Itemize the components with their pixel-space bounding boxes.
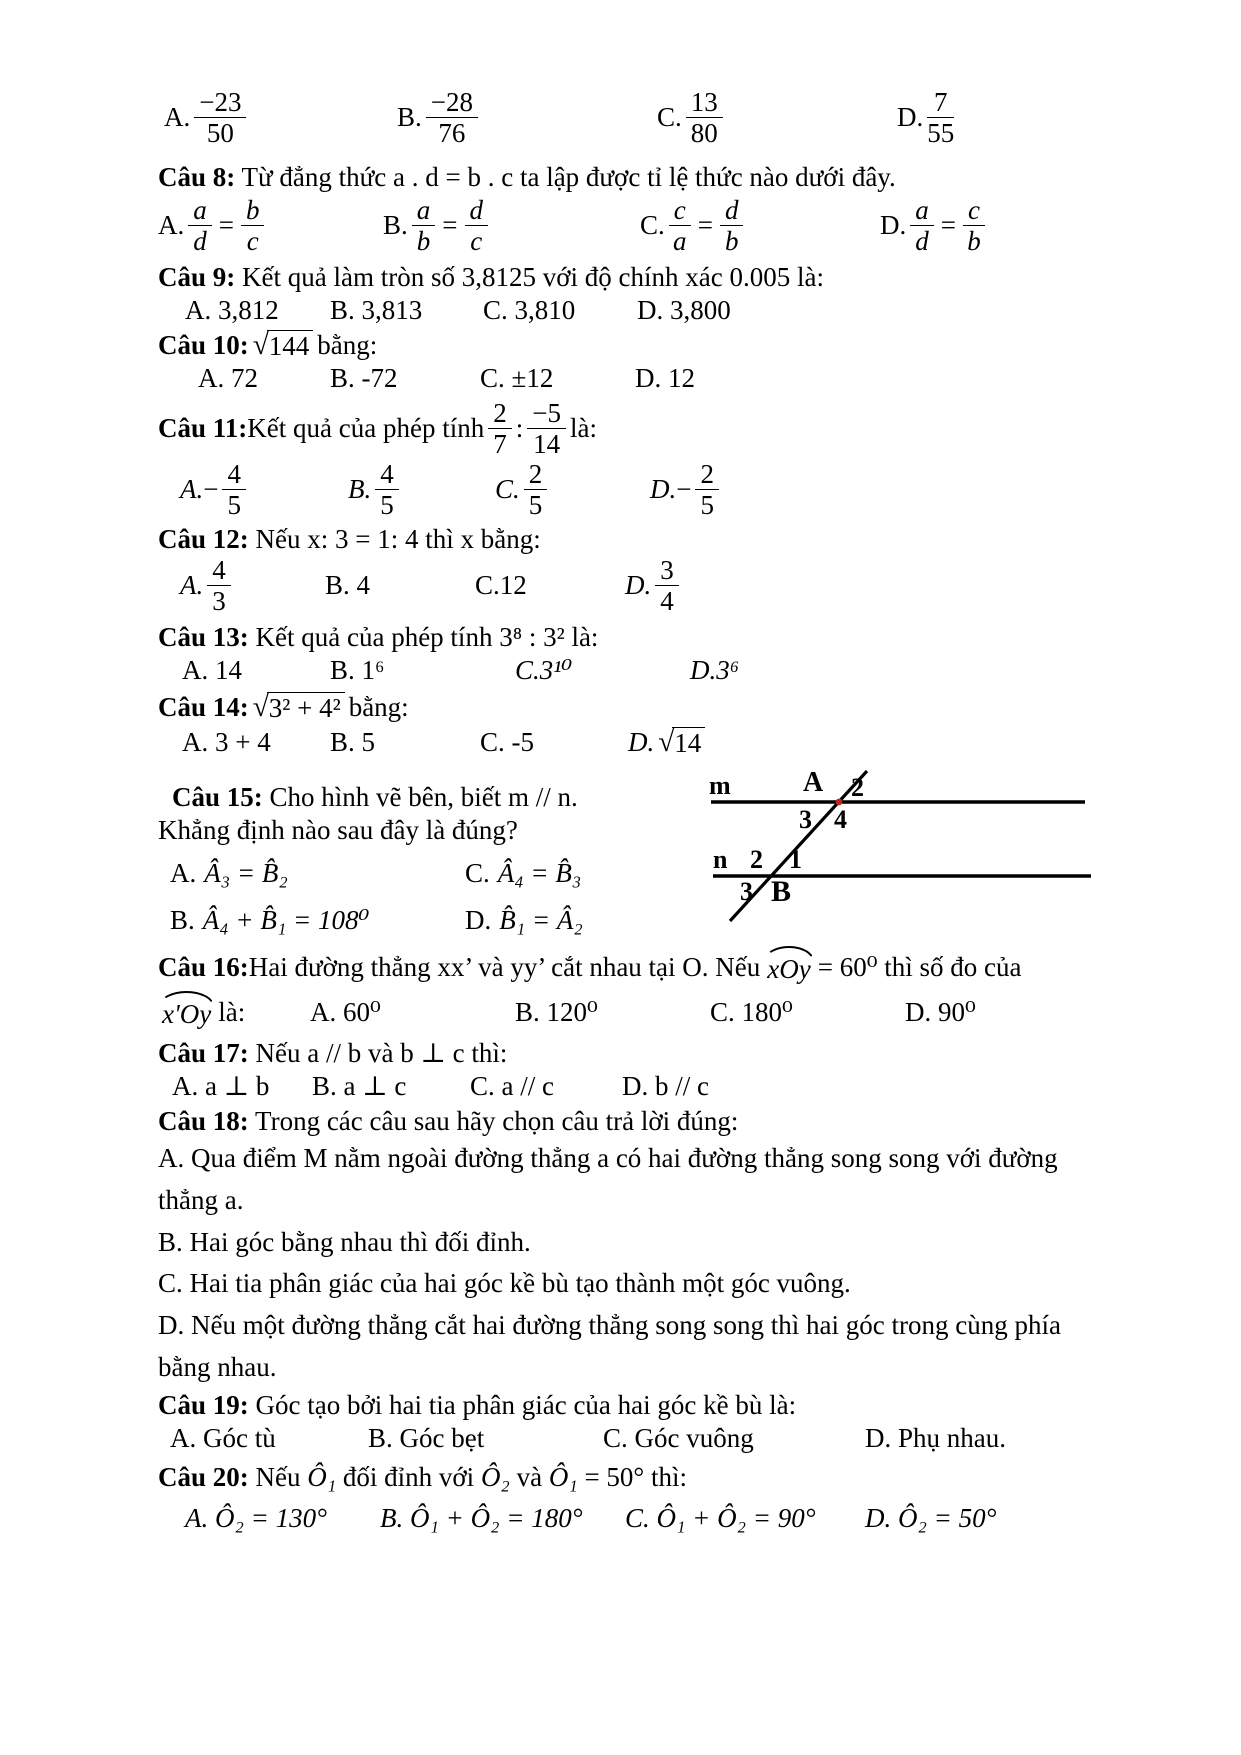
answer-option: B. 120⁰: [515, 997, 598, 1028]
answer-value: Â₄ = B̂₃: [497, 858, 582, 889]
fraction-denominator: d: [915, 226, 929, 257]
fraction-numerator: 4: [222, 460, 246, 490]
answer-option: [650, 460, 723, 519]
answer-option: B. Góc bẹt: [368, 1422, 485, 1453]
fraction: [910, 196, 934, 255]
answer-option: A. 60⁰: [310, 997, 381, 1028]
square-root: [253, 330, 314, 362]
answer-label: D.: [880, 210, 907, 241]
question-15-text: [158, 769, 703, 937]
answer-option: A. 14: [182, 655, 242, 686]
answer-option: [348, 460, 495, 519]
equals-sign: =: [940, 210, 956, 241]
answer-option: A. 3,812: [185, 295, 279, 326]
question-text: Từ đẳng thức a . d = b . c ta lập được tỉ lệ thức nào dưới đây.: [235, 162, 896, 193]
question-number: Câu 14:: [158, 692, 249, 723]
fraction-numerator: a: [412, 196, 436, 226]
question-18-options: [158, 1138, 1093, 1389]
fraction-denominator: 80: [690, 118, 718, 149]
answer-option: [657, 88, 897, 147]
question-text: Nếu: [248, 1461, 308, 1492]
answer-option: C. ±12: [480, 363, 554, 394]
answer-label: C.: [465, 858, 490, 889]
question-10-header: [158, 329, 1183, 362]
fraction-denominator: a: [673, 226, 687, 257]
fraction-denominator: 3: [212, 586, 226, 617]
fraction-numerator: 13: [686, 88, 723, 118]
question-19-answers: [158, 1422, 1183, 1455]
fraction-numerator: a: [910, 196, 934, 226]
division-sign: :: [515, 413, 524, 444]
fraction-numerator: 7: [927, 88, 954, 118]
answer-label: D.: [625, 570, 652, 601]
answer-option: C. Góc vuông: [603, 1422, 754, 1453]
answer-label: C.: [640, 210, 665, 241]
answer-option: [170, 857, 465, 890]
answer-option: [383, 196, 640, 255]
label-angle-A3: 3: [799, 805, 812, 835]
fraction: [465, 196, 489, 255]
answer-option: C. Ô₁ + Ô₂ = 90°: [625, 1502, 816, 1533]
answer-value: B̂₁ = Â₂: [499, 904, 583, 935]
answer-option: A. Góc tù: [170, 1422, 276, 1453]
question-number: Câu 17:: [158, 1038, 249, 1069]
fraction: [488, 399, 512, 458]
fraction-denominator: 5: [528, 490, 543, 521]
answer-value: Â₄ + B̂₁ = 108⁰: [202, 904, 370, 935]
question-15-answers: [158, 857, 703, 937]
fraction: [655, 556, 679, 615]
fraction-denominator: b: [416, 226, 431, 257]
answer-option: [897, 88, 958, 147]
fraction-denominator: 76: [438, 118, 466, 149]
fraction: [241, 196, 265, 255]
angle-xpOy-symbol: x'Oy: [158, 994, 215, 1031]
answer-label: A.: [170, 858, 197, 889]
answer-option: C. 3,810: [483, 295, 576, 326]
square-root: [253, 692, 345, 724]
fraction: [375, 460, 399, 519]
fraction-denominator: 5: [700, 490, 714, 521]
question-number: Câu 8:: [158, 162, 236, 193]
answer-value: Â₃ = B̂₂: [204, 858, 288, 889]
question-text: và: [509, 1461, 549, 1492]
answer-option: A. Qua điểm M nằm ngoài đường thẳng a có hai đường thẳng song song với đường thẳng a.: [158, 1142, 1058, 1215]
question-text: Trong các câu sau hãy chọn câu trả lời đúng:: [248, 1105, 739, 1136]
question-16-header: [158, 949, 1183, 986]
fraction-denominator: c: [470, 226, 483, 257]
answer-option: [397, 88, 657, 147]
question-text: Nếu x: 3 = 1: 4 thì x bằng:: [248, 524, 541, 555]
radical-sign: √: [252, 329, 269, 362]
question-text: Kết quả của phép tính: [247, 413, 485, 444]
fraction: [426, 88, 478, 147]
question-14-header: [158, 691, 1183, 724]
fraction: [686, 88, 723, 147]
fraction: [222, 460, 246, 519]
answer-option: D. Phụ nhau.: [865, 1422, 1006, 1453]
radicand: 3² + 4²: [267, 692, 345, 724]
question-number: Câu 20:: [158, 1461, 249, 1492]
question-13-answers: [158, 654, 1183, 687]
label-line-m: m: [709, 771, 731, 801]
answer-label: A.: [164, 102, 191, 133]
fraction-numerator: d: [720, 196, 744, 226]
question-13-header: [158, 621, 1183, 654]
answer-label: A.: [180, 474, 204, 505]
fraction: [669, 196, 691, 255]
question-number: Câu 15:: [172, 782, 263, 813]
answer-option: D. 12: [635, 363, 695, 394]
fraction-numerator: 2: [524, 460, 548, 490]
fraction-numerator: −28: [426, 88, 478, 118]
label-angle-A4: 4: [834, 805, 847, 835]
question-text: đối đỉnh với: [336, 1461, 481, 1492]
question-text: Kết quả làm tròn số 3,8125 với độ chính xác 0.005 là:: [235, 262, 824, 293]
fraction-denominator: 50: [206, 118, 234, 149]
answer-option: [495, 460, 650, 519]
answer-option: C. Hai tia phân giác của hai góc kề bù tạo thành một góc vuông.: [158, 1268, 851, 1299]
question-number: Câu 16:: [158, 952, 249, 983]
question-number: Câu 10:: [158, 330, 249, 361]
question-text: Góc tạo bởi hai tia phân giác của hai góc kề bù là:: [248, 1389, 797, 1420]
question-11-answers: [158, 460, 1183, 519]
answer-label: C.: [495, 474, 520, 505]
fraction: [927, 88, 954, 147]
fraction-numerator: −5: [527, 399, 566, 429]
answer-option: [170, 904, 465, 937]
fraction-numerator: a: [188, 196, 212, 226]
answer-option: B. Hai góc bằng nhau thì đối đỉnh.: [158, 1226, 531, 1257]
question-text: Hai đường thẳng xx’ và yy’ cắt nhau tại O. Nếu: [248, 952, 761, 983]
question-text: Nếu a // b và b ⊥ c thì:: [248, 1038, 508, 1069]
answer-option: [640, 196, 880, 255]
answer-option: [164, 88, 397, 147]
question-17-answers: [158, 1070, 1183, 1103]
question-text-line2: Khẳng định nào sau đây là đúng?: [158, 815, 518, 846]
question-text: bằng:: [348, 692, 409, 723]
question-17-header: [158, 1037, 1183, 1070]
fraction-numerator: 2: [695, 460, 719, 490]
question-number: Câu 9:: [158, 262, 236, 293]
answer-label: D.: [897, 102, 924, 133]
fraction: [207, 556, 231, 615]
answer-option: C.3¹⁰: [515, 655, 573, 686]
angle-xpOy: [158, 994, 310, 1031]
question-text: là:: [569, 413, 597, 444]
question-11-header: [158, 399, 1183, 458]
label-line-n: n: [713, 845, 728, 875]
question-text: Kết quả của phép tính 3⁸ : 3² là:: [248, 622, 599, 653]
answer-option: B. 4: [325, 570, 371, 601]
answer-label: D.: [650, 474, 677, 505]
answer-label: B.: [348, 474, 372, 505]
question-7-answers: [158, 88, 1183, 147]
fraction: [194, 88, 246, 147]
question-20-header: [158, 1461, 1183, 1494]
answer-option: A. a ⊥ b: [172, 1070, 270, 1101]
answer-label: C.: [657, 102, 682, 133]
fraction-denominator: c: [246, 226, 259, 257]
radical-sign: √: [658, 725, 675, 758]
fraction-denominator: 7: [493, 429, 507, 460]
question-number: Câu 11:: [158, 413, 248, 444]
answer-option: C. a // c: [470, 1070, 554, 1101]
fraction-denominator: 55: [927, 118, 955, 149]
answer-label: D.: [465, 904, 492, 935]
answer-option: [180, 460, 348, 519]
answer-option: [465, 857, 703, 890]
question-15: [158, 769, 1183, 937]
question-14-answers: [158, 726, 1183, 759]
radicand: 14: [672, 727, 705, 759]
answer-option: [880, 196, 989, 255]
fraction-denominator: b: [724, 226, 739, 257]
angle-O1: Ô₁: [548, 1461, 578, 1492]
question-19-header: [158, 1389, 1183, 1422]
fraction: [695, 460, 719, 519]
label-angle-B2: 2: [750, 845, 763, 875]
equals-sign: =: [442, 210, 458, 241]
fraction-denominator: 14: [533, 429, 561, 460]
answer-option: B. -72: [330, 363, 398, 394]
fraction-numerator: c: [669, 196, 691, 226]
question-10-answers: [158, 362, 1183, 395]
question-15-header: [158, 781, 703, 814]
fraction-denominator: 4: [660, 586, 674, 617]
angle-O2: Ô₂: [480, 1461, 510, 1492]
answer-option: A. 72: [198, 363, 258, 394]
answer-label: B.: [170, 904, 195, 935]
minus-sign: −: [203, 474, 219, 505]
answer-option: [158, 196, 383, 255]
answer-option: D.3⁶: [690, 655, 740, 686]
question-8-header: [158, 161, 1183, 194]
radical-sign: √: [252, 691, 269, 724]
fraction-denominator: d: [193, 226, 207, 257]
fraction: [527, 399, 566, 458]
fraction-numerator: 2: [488, 399, 512, 429]
fraction-numerator: −23: [194, 88, 246, 118]
question-9-header: [158, 261, 1183, 294]
answer-option: B. 5: [330, 727, 376, 758]
question-text: bằng:: [317, 330, 378, 361]
question-12-header: [158, 523, 1183, 556]
answer-label: A.: [180, 570, 204, 601]
question-9-answers: [158, 294, 1183, 327]
fraction-numerator: b: [241, 196, 265, 226]
label-point-B: B: [771, 875, 792, 909]
answer-label: B.: [397, 102, 422, 133]
radicand: 144: [267, 330, 314, 362]
fraction-numerator: d: [465, 196, 489, 226]
question-12-answers: [158, 556, 1183, 615]
fraction-denominator: b: [967, 226, 981, 257]
angle-O1: Ô₁: [307, 1461, 337, 1492]
question-16-answers: [158, 994, 1183, 1031]
question-text: là:: [218, 997, 246, 1028]
answer-option: A. 3 + 4: [182, 727, 271, 758]
answer-option: [465, 904, 703, 937]
fraction-numerator: 4: [375, 460, 399, 490]
parallel-lines-figure: [703, 769, 1098, 937]
fraction-numerator: 4: [207, 556, 231, 586]
question-text: Cho hình vẽ bên, biết m // n.: [262, 782, 578, 813]
fraction: [412, 196, 436, 255]
answer-option: D. Ô₂ = 50°: [865, 1502, 997, 1533]
answer-option: [625, 556, 683, 615]
square-root: [658, 727, 705, 759]
answer-label: B.: [383, 210, 408, 241]
label-angle-B1: 1: [789, 845, 802, 875]
question-text: = 50° thì:: [577, 1461, 687, 1492]
minus-sign: −: [676, 474, 692, 505]
question-number: Câu 12:: [158, 524, 249, 555]
answer-option: D. 3,800: [637, 295, 731, 326]
answer-option: D. Nếu một đường thẳng cắt hai đường thẳng song song thì hai góc trong cùng phía bằng nhau.: [158, 1310, 1061, 1383]
question-number: Câu 18:: [158, 1105, 249, 1136]
angle-xOy: xOy: [763, 949, 814, 986]
question-number: Câu 19:: [158, 1389, 249, 1420]
answer-label: D.: [628, 727, 655, 758]
fraction: [188, 196, 212, 255]
equals-sign: =: [697, 210, 713, 241]
fraction-denominator: 5: [380, 490, 394, 521]
fraction: [720, 196, 744, 255]
answer-option: B. a ⊥ c: [312, 1070, 407, 1101]
question-18-header: [158, 1105, 1183, 1138]
label-angle-B3: 3: [740, 877, 753, 907]
answer-option: D. 90⁰: [905, 997, 976, 1028]
answer-option: B. Ô₁ + Ô₂ = 180°: [380, 1502, 583, 1533]
answer-label: A.: [158, 210, 185, 241]
answer-option: [180, 556, 325, 615]
answer-option: D. b // c: [622, 1070, 709, 1101]
equals-sign: =: [218, 210, 234, 241]
question-8-answers: [158, 196, 1183, 255]
question-20-answers: [158, 1502, 1183, 1535]
answer-option: C. 180⁰: [710, 997, 793, 1028]
fraction-numerator: c: [963, 196, 985, 226]
answer-option: A. Ô₂ = 130°: [185, 1502, 327, 1533]
fraction-numerator: 3: [655, 556, 679, 586]
answer-option: B. 3,813: [330, 295, 423, 326]
answer-option: [628, 726, 709, 759]
label-point-A: A: [803, 767, 824, 799]
label-angle-A2: 2: [851, 773, 864, 803]
question-number: Câu 13:: [158, 622, 249, 653]
fraction-denominator: 5: [227, 490, 241, 521]
answer-option: B. 1⁶: [330, 655, 385, 686]
fraction: [524, 460, 548, 519]
answer-option: C. -5: [480, 727, 534, 758]
fraction: [963, 196, 985, 255]
question-text: = 60⁰ thì số đo của: [817, 952, 1022, 983]
answer-option: C.12: [475, 570, 527, 601]
